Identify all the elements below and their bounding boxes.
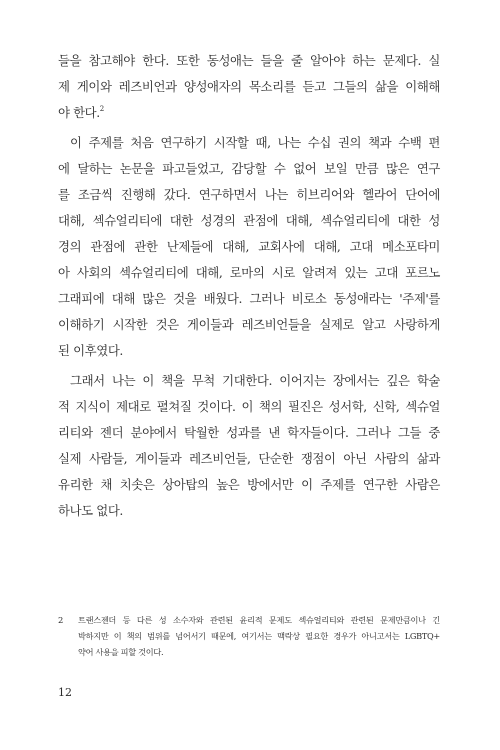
text-line: 유리한 채 치솟은 상아탑의 높은 방에서만 이 주제를 연구한 사람은 <box>58 477 440 492</box>
text-line: 이 주제를 처음 연구하기 시작할 때, 나는 수십 권의 책과 수백 편 <box>70 135 440 150</box>
text-line: 된 이후였다. <box>58 343 123 358</box>
text-line: 적 지식이 제대로 펼쳐질 것이다. 이 책의 필진은 성서학, 신학, 섹슈얼 <box>58 399 440 414</box>
page-number: 12 <box>58 686 72 699</box>
text-line: 대해, 섹슈얼리티에 대한 성경의 관점에 대해, 섹슈얼리티에 대한 성 <box>58 213 440 228</box>
paragraph-2 <box>58 130 440 364</box>
text-line: 리티와 젠더 분야에서 탁월한 성과를 낸 학자들이다. 그러나 그들 중 <box>58 425 440 440</box>
text-line: 실제 사람들, 게이들과 레즈비언들, 단순한 쟁점이 아닌 사람의 삶과 <box>58 451 440 466</box>
text-line: 이해하기 시작한 것은 게이들과 레즈비언들을 실제로 알고 사랑하게 <box>58 317 440 332</box>
text-line: 에 달하는 논문을 파고들었고, 감당할 수 없어 보일 만큼 많은 연구 <box>58 161 440 176</box>
footnote-number: 2 <box>58 615 64 625</box>
paragraph-1 <box>58 48 440 126</box>
body-text <box>58 48 440 528</box>
text-line: 그래피에 대해 많은 것을 배웠다. 그러나 비로소 동성애라는 '주제'를 <box>58 291 440 306</box>
text-line: 제 게이와 레즈비언과 양성애자의 목소리를 듣고 그들의 삶을 이해해 <box>58 79 440 94</box>
text-line: 그래서 나는 이 책을 무척 기대한다. 이어지는 장에서는 깊은 학술 <box>70 373 440 388</box>
text-line: 경의 관점에 관한 난제들에 대해, 교회사에 대해, 고대 메소포타미 <box>58 239 440 254</box>
text-line: 하나도 없다. <box>58 503 123 518</box>
footnote-line: 박하지만 이 책의 범위를 넘어서기 때문에, 여기서는 맥락상 필요한 경우가 아니고서는 LGBTQ+ <box>78 631 440 641</box>
paragraph-3 <box>58 368 440 524</box>
footnote-line: 약어 사용을 피할 것이다. <box>78 647 164 657</box>
footnote-line: 트랜스젠더 등 다른 성 소수자와 관련된 윤리적 문제도 섹슈얼리티와 관련된 문제만큼이나 긴 <box>78 615 440 625</box>
text-line: 들을 참고해야 한다. 또한 동성애는 들을 줄 알아야 하는 문제다. 실 <box>58 53 440 68</box>
footnote <box>58 612 440 660</box>
text-line: 아 사회의 섹슈얼리티에 대해, 로마의 시로 알려져 있는 고대 포르노 <box>58 265 440 280</box>
text-line: 를 조금씩 진행해 갔다. 연구하면서 나는 히브리어와 헬라어 단어에 <box>58 187 440 202</box>
text-line-content: 야 한다. <box>58 105 100 120</box>
footnote-marker[interactable]: 2 <box>99 105 104 113</box>
footnote-text <box>78 612 440 660</box>
text-line <box>58 100 440 126</box>
